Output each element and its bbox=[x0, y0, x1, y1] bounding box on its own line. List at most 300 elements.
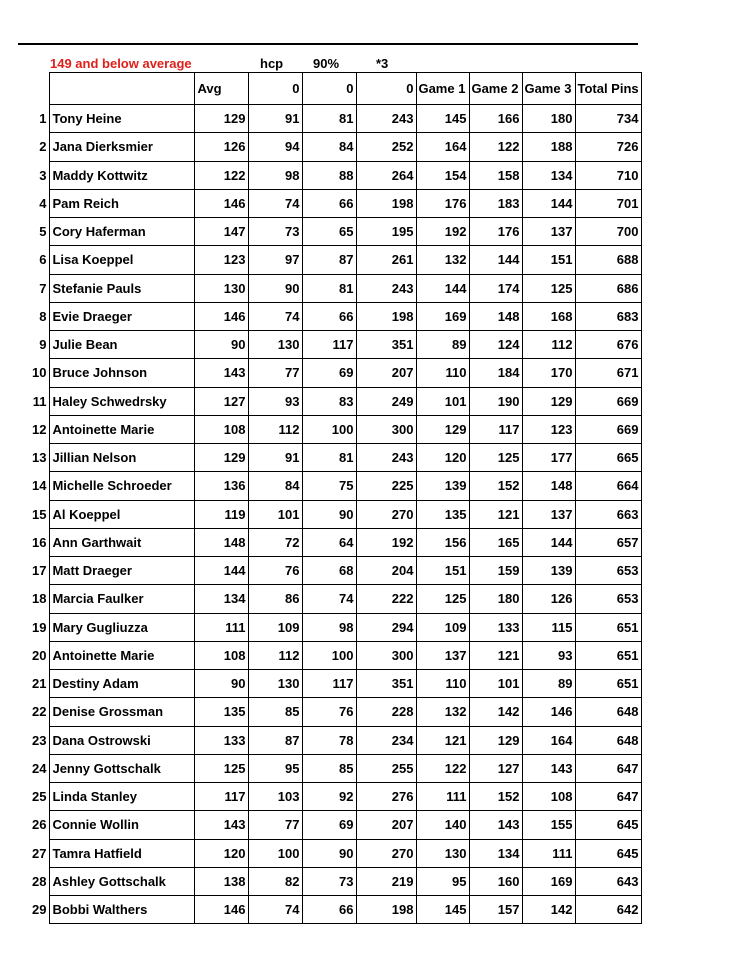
game2-cell: 159 bbox=[470, 557, 523, 585]
hcp-cell: 86 bbox=[249, 585, 303, 613]
hcp3-cell: 300 bbox=[357, 415, 417, 443]
hcp-cell: 130 bbox=[249, 670, 303, 698]
game1-cell: 122 bbox=[417, 754, 470, 782]
table-row bbox=[30, 585, 642, 613]
game2-cell: 117 bbox=[470, 415, 523, 443]
name-cell: Stefanie Pauls bbox=[50, 274, 195, 302]
hcp90-cell: 83 bbox=[303, 387, 357, 415]
table-row bbox=[30, 896, 642, 924]
game1-cell: 110 bbox=[417, 359, 470, 387]
hcp90-cell: 68 bbox=[303, 557, 357, 585]
hcp90-cell: 84 bbox=[303, 133, 357, 161]
hcp-label: hcp bbox=[260, 56, 284, 71]
game3-cell: 188 bbox=[523, 133, 576, 161]
name-cell: Bruce Johnson bbox=[50, 359, 195, 387]
hcp3-cell: 255 bbox=[357, 754, 417, 782]
rank-cell: 4 bbox=[39, 195, 47, 211]
name-cell: Al Koeppel bbox=[50, 500, 195, 528]
total-cell: 664 bbox=[576, 472, 642, 500]
game2-cell: 184 bbox=[470, 359, 523, 387]
rank-cell: 21 bbox=[32, 676, 47, 692]
game2-header: Game 2 bbox=[470, 73, 523, 105]
hcp90-cell: 117 bbox=[303, 670, 357, 698]
hcp-cell: 98 bbox=[249, 161, 303, 189]
hcp3-cell: 219 bbox=[357, 867, 417, 895]
game3-cell: 148 bbox=[523, 472, 576, 500]
game1-cell: 145 bbox=[417, 105, 470, 133]
game3-cell: 164 bbox=[523, 726, 576, 754]
table-row bbox=[30, 557, 642, 585]
table-row bbox=[30, 641, 642, 669]
hcp90-cell: 69 bbox=[303, 811, 357, 839]
hcp3-cell: 204 bbox=[357, 557, 417, 585]
avg-cell: 108 bbox=[195, 415, 249, 443]
hcp3-header: 0 bbox=[357, 73, 417, 105]
rank-cell: 29 bbox=[32, 902, 47, 918]
rank-cell: 12 bbox=[32, 421, 47, 437]
hcp-cell: 90 bbox=[249, 274, 303, 302]
table-row bbox=[30, 387, 642, 415]
standings-table bbox=[30, 72, 642, 924]
total-cell: 648 bbox=[576, 698, 642, 726]
rank-header bbox=[30, 73, 50, 105]
hcp90-header: 0 bbox=[303, 73, 357, 105]
hcp90-cell: 92 bbox=[303, 783, 357, 811]
game3-cell: 143 bbox=[523, 754, 576, 782]
game1-cell: 132 bbox=[417, 698, 470, 726]
game2-cell: 157 bbox=[470, 896, 523, 924]
total-cell: 653 bbox=[576, 585, 642, 613]
name-cell: Denise Grossman bbox=[50, 698, 195, 726]
game3-cell: 137 bbox=[523, 218, 576, 246]
avg-cell: 148 bbox=[195, 528, 249, 556]
game3-cell: 108 bbox=[523, 783, 576, 811]
total-cell: 671 bbox=[576, 359, 642, 387]
game2-cell: 127 bbox=[470, 754, 523, 782]
sheet-title: 149 and below average bbox=[50, 56, 192, 71]
rank-cell: 5 bbox=[39, 224, 47, 240]
game3-cell: 125 bbox=[523, 274, 576, 302]
hcp3-cell: 234 bbox=[357, 726, 417, 754]
hcp-header: 0 bbox=[249, 73, 303, 105]
name-cell: Jenny Gottschalk bbox=[50, 754, 195, 782]
avg-cell: 130 bbox=[195, 274, 249, 302]
column-header-row bbox=[30, 73, 642, 105]
name-cell: Marcia Faulker bbox=[50, 585, 195, 613]
hcp3-cell: 270 bbox=[357, 839, 417, 867]
rank-cell: 11 bbox=[32, 393, 47, 409]
table-row bbox=[30, 500, 642, 528]
name-cell: Evie Draeger bbox=[50, 302, 195, 330]
avg-cell: 138 bbox=[195, 867, 249, 895]
game3-cell: 89 bbox=[523, 670, 576, 698]
game3-cell: 137 bbox=[523, 500, 576, 528]
game1-cell: 129 bbox=[417, 415, 470, 443]
total-cell: 686 bbox=[576, 274, 642, 302]
total-cell: 710 bbox=[576, 161, 642, 189]
hcp3-cell: 351 bbox=[357, 670, 417, 698]
hcp90-cell: 74 bbox=[303, 585, 357, 613]
game2-cell: 158 bbox=[470, 161, 523, 189]
hcp-cell: 87 bbox=[249, 726, 303, 754]
avg-cell: 90 bbox=[195, 331, 249, 359]
name-cell: Jana Dierksmier bbox=[50, 133, 195, 161]
avg-cell: 129 bbox=[195, 444, 249, 472]
game3-cell: 142 bbox=[523, 896, 576, 924]
avg-cell: 126 bbox=[195, 133, 249, 161]
game2-cell: 121 bbox=[470, 500, 523, 528]
name-cell: Cory Haferman bbox=[50, 218, 195, 246]
hcp90-cell: 75 bbox=[303, 472, 357, 500]
name-cell: Julie Bean bbox=[50, 331, 195, 359]
hcp3-cell: 207 bbox=[357, 811, 417, 839]
hcp-cell: 74 bbox=[249, 302, 303, 330]
game2-cell: 142 bbox=[470, 698, 523, 726]
hcp3-cell: 192 bbox=[357, 528, 417, 556]
hcp-cell: 100 bbox=[249, 839, 303, 867]
game2-cell: 180 bbox=[470, 585, 523, 613]
hcp90-cell: 100 bbox=[303, 641, 357, 669]
hcp-cell: 97 bbox=[249, 246, 303, 274]
hcp90-cell: 98 bbox=[303, 613, 357, 641]
hcp90-cell: 64 bbox=[303, 528, 357, 556]
table-row bbox=[30, 274, 642, 302]
game1-cell: 145 bbox=[417, 896, 470, 924]
hcp3-cell: 276 bbox=[357, 783, 417, 811]
rank-cell: 8 bbox=[39, 308, 47, 324]
hcp3-cell: 222 bbox=[357, 585, 417, 613]
hcp-cell: 109 bbox=[249, 613, 303, 641]
game3-cell: 134 bbox=[523, 161, 576, 189]
name-cell: Pam Reich bbox=[50, 189, 195, 217]
hcp-cell: 77 bbox=[249, 811, 303, 839]
total-cell: 645 bbox=[576, 839, 642, 867]
rank-cell: 3 bbox=[39, 167, 47, 183]
hcp3-cell: 294 bbox=[357, 613, 417, 641]
hcp3-cell: 198 bbox=[357, 896, 417, 924]
game1-cell: 164 bbox=[417, 133, 470, 161]
game1-cell: 109 bbox=[417, 613, 470, 641]
avg-cell: 129 bbox=[195, 105, 249, 133]
game2-cell: 176 bbox=[470, 218, 523, 246]
hcp-cell: 101 bbox=[249, 500, 303, 528]
hcp90-cell: 66 bbox=[303, 302, 357, 330]
rank-cell: 27 bbox=[32, 845, 47, 861]
hcp3-cell: 243 bbox=[357, 274, 417, 302]
game2-cell: 124 bbox=[470, 331, 523, 359]
game1-cell: 156 bbox=[417, 528, 470, 556]
hcp-cell: 74 bbox=[249, 896, 303, 924]
rank-cell: 15 bbox=[32, 506, 47, 522]
hcp-cell: 103 bbox=[249, 783, 303, 811]
hcp90-cell: 73 bbox=[303, 867, 357, 895]
table-row bbox=[30, 415, 642, 443]
rank-cell: 24 bbox=[32, 760, 47, 776]
name-cell: Maddy Kottwitz bbox=[50, 161, 195, 189]
top-rule bbox=[18, 43, 638, 45]
total-cell: 676 bbox=[576, 331, 642, 359]
table-row bbox=[30, 839, 642, 867]
name-cell: Haley Schwedrsky bbox=[50, 387, 195, 415]
hcp-cell: 72 bbox=[249, 528, 303, 556]
game2-cell: 165 bbox=[470, 528, 523, 556]
game1-cell: 140 bbox=[417, 811, 470, 839]
hcp90-cell: 65 bbox=[303, 218, 357, 246]
game2-cell: 183 bbox=[470, 189, 523, 217]
sheet-header bbox=[0, 52, 742, 74]
rank-cell: 23 bbox=[32, 732, 47, 748]
hcp90-cell: 66 bbox=[303, 189, 357, 217]
total-cell: 669 bbox=[576, 415, 642, 443]
rank-cell: 16 bbox=[32, 534, 47, 550]
total-cell: 700 bbox=[576, 218, 642, 246]
hcp90-cell: 81 bbox=[303, 444, 357, 472]
rank-cell: 28 bbox=[32, 873, 47, 889]
hcp90-cell: 69 bbox=[303, 359, 357, 387]
hcp3-cell: 270 bbox=[357, 500, 417, 528]
hcp3-cell: 207 bbox=[357, 359, 417, 387]
game2-cell: 101 bbox=[470, 670, 523, 698]
game2-cell: 152 bbox=[470, 783, 523, 811]
total-cell: 665 bbox=[576, 444, 642, 472]
game3-cell: 144 bbox=[523, 189, 576, 217]
game3-cell: 170 bbox=[523, 359, 576, 387]
hcp3-cell: 300 bbox=[357, 641, 417, 669]
game3-cell: 155 bbox=[523, 811, 576, 839]
hcp-cell: 85 bbox=[249, 698, 303, 726]
avg-cell: 143 bbox=[195, 811, 249, 839]
total-cell: 726 bbox=[576, 133, 642, 161]
total-cell: 663 bbox=[576, 500, 642, 528]
avg-cell: 117 bbox=[195, 783, 249, 811]
rank-cell: 2 bbox=[39, 139, 47, 155]
hcp3-cell: 195 bbox=[357, 218, 417, 246]
game3-cell: 146 bbox=[523, 698, 576, 726]
name-cell: Ann Garthwait bbox=[50, 528, 195, 556]
table-row bbox=[30, 754, 642, 782]
game2-cell: 174 bbox=[470, 274, 523, 302]
table-row bbox=[30, 246, 642, 274]
name-cell: Michelle Schroeder bbox=[50, 472, 195, 500]
table-row bbox=[30, 331, 642, 359]
game3-cell: 126 bbox=[523, 585, 576, 613]
game1-cell: 89 bbox=[417, 331, 470, 359]
game2-cell: 133 bbox=[470, 613, 523, 641]
total-cell: 701 bbox=[576, 189, 642, 217]
hcp-cell: 77 bbox=[249, 359, 303, 387]
avg-cell: 90 bbox=[195, 670, 249, 698]
hcp3-cell: 252 bbox=[357, 133, 417, 161]
name-header bbox=[50, 73, 195, 105]
game3-cell: 129 bbox=[523, 387, 576, 415]
game3-cell: 151 bbox=[523, 246, 576, 274]
table-row bbox=[30, 783, 642, 811]
rank-cell: 19 bbox=[32, 619, 47, 635]
hcp-cell: 112 bbox=[249, 641, 303, 669]
game3-cell: 177 bbox=[523, 444, 576, 472]
hcp-cell: 84 bbox=[249, 472, 303, 500]
table-row bbox=[30, 133, 642, 161]
game2-cell: 160 bbox=[470, 867, 523, 895]
hcp90-cell: 78 bbox=[303, 726, 357, 754]
avg-cell: 146 bbox=[195, 302, 249, 330]
game1-cell: 139 bbox=[417, 472, 470, 500]
rank-cell: 18 bbox=[32, 591, 47, 607]
hcp90-cell: 85 bbox=[303, 754, 357, 782]
table-row bbox=[30, 218, 642, 246]
hcp90-cell: 117 bbox=[303, 331, 357, 359]
game3-cell: 180 bbox=[523, 105, 576, 133]
hcp-cell: 94 bbox=[249, 133, 303, 161]
hcp90-cell: 88 bbox=[303, 161, 357, 189]
table-row bbox=[30, 811, 642, 839]
game2-cell: 134 bbox=[470, 839, 523, 867]
hcp90-cell: 81 bbox=[303, 274, 357, 302]
rank-cell: 17 bbox=[32, 563, 47, 579]
total-cell: 645 bbox=[576, 811, 642, 839]
rank-cell: 9 bbox=[39, 337, 47, 353]
total-cell: 688 bbox=[576, 246, 642, 274]
total-cell: 648 bbox=[576, 726, 642, 754]
table-row bbox=[30, 528, 642, 556]
name-cell: Dana Ostrowski bbox=[50, 726, 195, 754]
avg-cell: 120 bbox=[195, 839, 249, 867]
game1-cell: 120 bbox=[417, 444, 470, 472]
hcp-cell: 91 bbox=[249, 444, 303, 472]
game1-cell: 110 bbox=[417, 670, 470, 698]
avg-cell: 122 bbox=[195, 161, 249, 189]
avg-cell: 125 bbox=[195, 754, 249, 782]
avg-cell: 136 bbox=[195, 472, 249, 500]
game2-cell: 122 bbox=[470, 133, 523, 161]
game1-cell: 125 bbox=[417, 585, 470, 613]
game1-cell: 135 bbox=[417, 500, 470, 528]
game2-cell: 125 bbox=[470, 444, 523, 472]
game3-cell: 139 bbox=[523, 557, 576, 585]
avg-cell: 134 bbox=[195, 585, 249, 613]
name-cell: Antoinette Marie bbox=[50, 641, 195, 669]
rank-cell: 25 bbox=[32, 789, 47, 805]
name-cell: Tony Heine bbox=[50, 105, 195, 133]
avg-cell: 143 bbox=[195, 359, 249, 387]
game2-cell: 190 bbox=[470, 387, 523, 415]
name-cell: Ashley Gottschalk bbox=[50, 867, 195, 895]
game1-cell: 192 bbox=[417, 218, 470, 246]
hcp90-cell: 90 bbox=[303, 500, 357, 528]
game2-cell: 148 bbox=[470, 302, 523, 330]
table-row bbox=[30, 867, 642, 895]
hcp3-cell: 243 bbox=[357, 105, 417, 133]
hcp3-cell: 198 bbox=[357, 189, 417, 217]
game1-cell: 169 bbox=[417, 302, 470, 330]
hcp-cell: 93 bbox=[249, 387, 303, 415]
rank-cell: 7 bbox=[39, 280, 47, 296]
game3-cell: 168 bbox=[523, 302, 576, 330]
rank-cell: 10 bbox=[32, 365, 47, 381]
name-cell: Jillian Nelson bbox=[50, 444, 195, 472]
avg-cell: 146 bbox=[195, 189, 249, 217]
hcp3-cell: 264 bbox=[357, 161, 417, 189]
table-row bbox=[30, 726, 642, 754]
game3-cell: 169 bbox=[523, 867, 576, 895]
hcp-cell: 95 bbox=[249, 754, 303, 782]
game2-cell: 129 bbox=[470, 726, 523, 754]
game1-header: Game 1 bbox=[417, 73, 470, 105]
rank-cell: 20 bbox=[32, 647, 47, 663]
hcp90-cell: 87 bbox=[303, 246, 357, 274]
game1-cell: 132 bbox=[417, 246, 470, 274]
total-cell: 651 bbox=[576, 641, 642, 669]
name-cell: Tamra Hatfield bbox=[50, 839, 195, 867]
name-cell: Destiny Adam bbox=[50, 670, 195, 698]
game3-cell: 115 bbox=[523, 613, 576, 641]
name-cell: Linda Stanley bbox=[50, 783, 195, 811]
hcp3-cell: 261 bbox=[357, 246, 417, 274]
total-cell: 683 bbox=[576, 302, 642, 330]
hcp90-cell: 81 bbox=[303, 105, 357, 133]
name-cell: Mary Gugliuzza bbox=[50, 613, 195, 641]
avg-cell: 146 bbox=[195, 896, 249, 924]
percent-label: 90% bbox=[313, 56, 340, 71]
total-cell: 653 bbox=[576, 557, 642, 585]
total-cell: 643 bbox=[576, 867, 642, 895]
table-row bbox=[30, 613, 642, 641]
game1-cell: 176 bbox=[417, 189, 470, 217]
avg-cell: 133 bbox=[195, 726, 249, 754]
game3-cell: 111 bbox=[523, 839, 576, 867]
hcp-cell: 91 bbox=[249, 105, 303, 133]
game1-cell: 130 bbox=[417, 839, 470, 867]
hcp3-cell: 225 bbox=[357, 472, 417, 500]
table-row bbox=[30, 472, 642, 500]
avg-cell: 108 bbox=[195, 641, 249, 669]
rank-cell: 6 bbox=[39, 252, 47, 268]
game1-cell: 154 bbox=[417, 161, 470, 189]
name-cell: Bobbi Walthers bbox=[50, 896, 195, 924]
total-cell: 651 bbox=[576, 670, 642, 698]
game3-cell: 123 bbox=[523, 415, 576, 443]
name-cell: Lisa Koeppel bbox=[50, 246, 195, 274]
hcp3-cell: 351 bbox=[357, 331, 417, 359]
table-row bbox=[30, 302, 642, 330]
total-cell: 647 bbox=[576, 754, 642, 782]
game2-cell: 143 bbox=[470, 811, 523, 839]
hcp-cell: 130 bbox=[249, 331, 303, 359]
total-header: Total Pins bbox=[576, 73, 642, 105]
rank-cell: 26 bbox=[32, 817, 47, 833]
hcp-cell: 82 bbox=[249, 867, 303, 895]
hcp90-cell: 66 bbox=[303, 896, 357, 924]
game2-cell: 152 bbox=[470, 472, 523, 500]
hcp90-cell: 90 bbox=[303, 839, 357, 867]
game2-cell: 121 bbox=[470, 641, 523, 669]
total-cell: 734 bbox=[576, 105, 642, 133]
avg-cell: 111 bbox=[195, 613, 249, 641]
name-cell: Connie Wollin bbox=[50, 811, 195, 839]
table-row bbox=[30, 670, 642, 698]
table-row bbox=[30, 161, 642, 189]
name-cell: Matt Draeger bbox=[50, 557, 195, 585]
total-cell: 642 bbox=[576, 896, 642, 924]
table-row bbox=[30, 698, 642, 726]
total-cell: 651 bbox=[576, 613, 642, 641]
game1-cell: 111 bbox=[417, 783, 470, 811]
multiplier-label: *3 bbox=[376, 56, 389, 71]
table-row bbox=[30, 444, 642, 472]
game1-cell: 121 bbox=[417, 726, 470, 754]
table-row bbox=[30, 105, 642, 133]
game1-cell: 95 bbox=[417, 867, 470, 895]
